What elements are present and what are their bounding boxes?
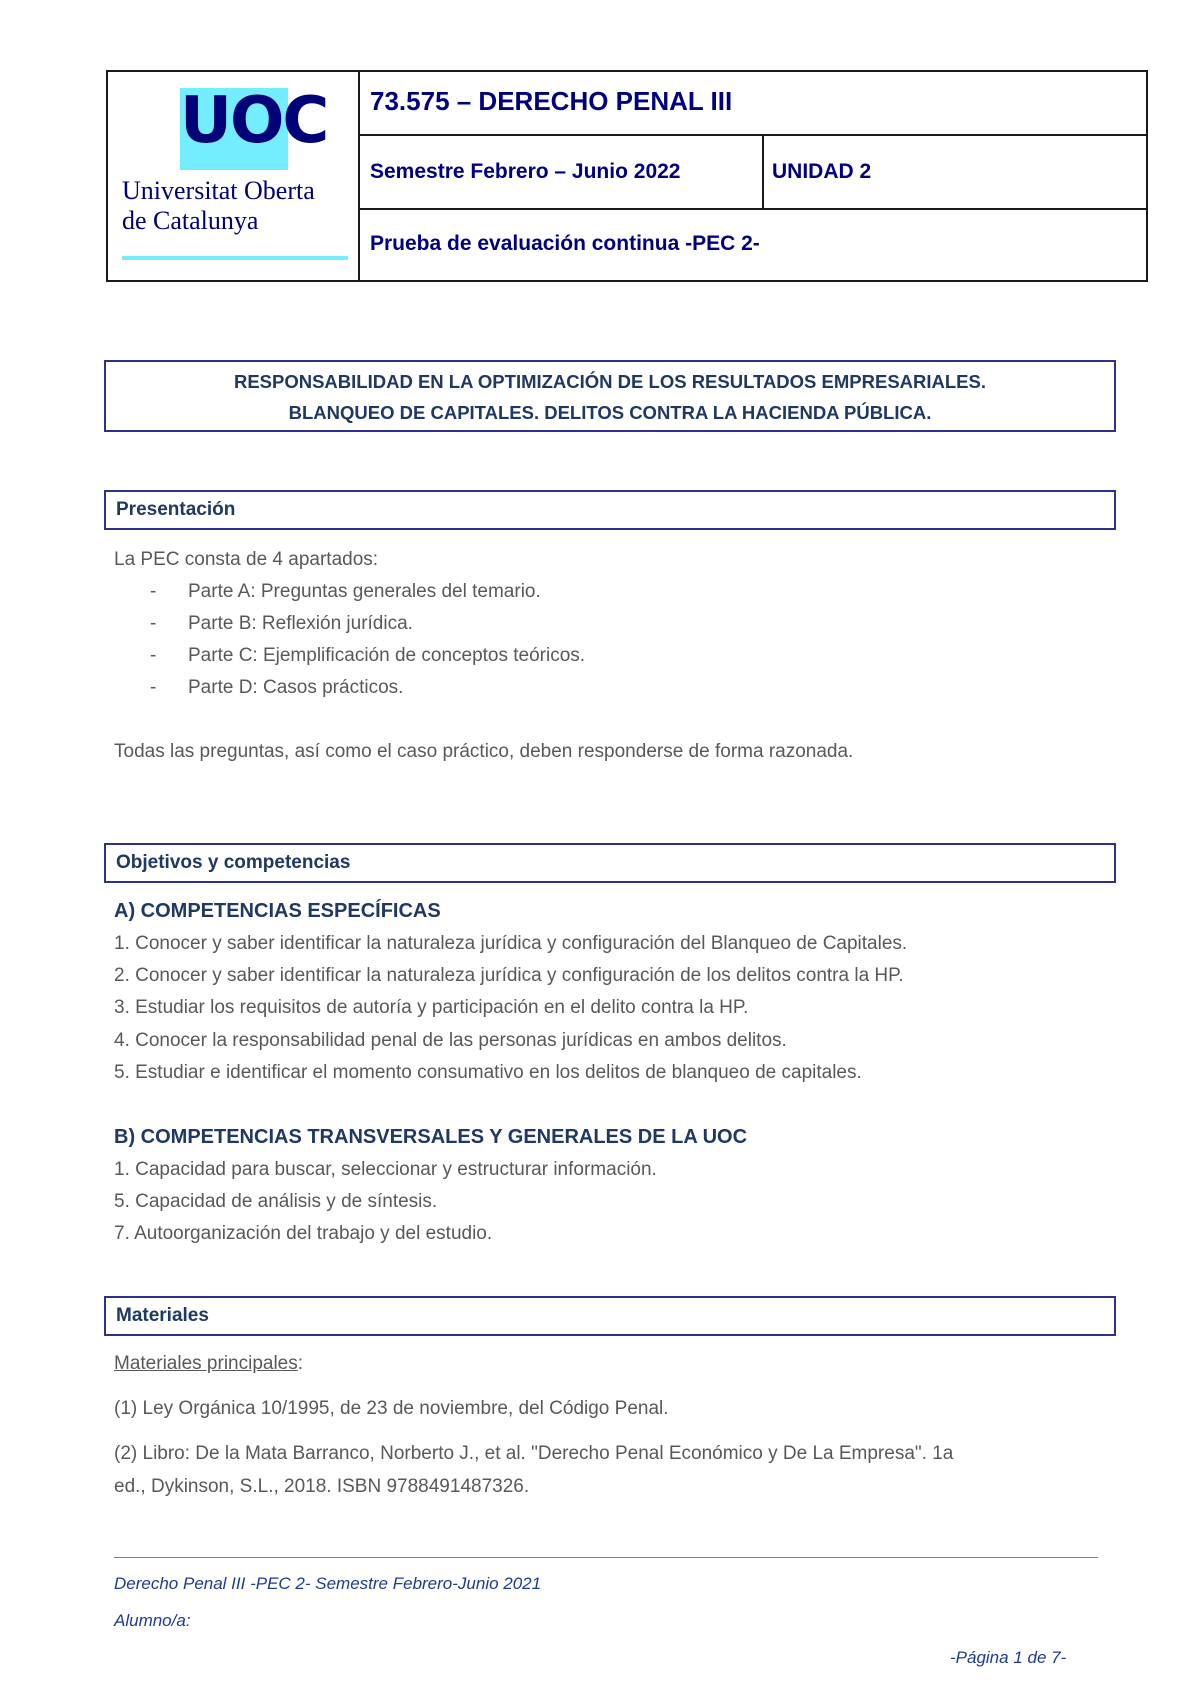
logo-text-line2: de Catalunya [122, 206, 259, 235]
objetivos-heading: Objetivos y competencias [104, 843, 1116, 883]
list-item: Parte A: Preguntas generales del temario. [188, 581, 541, 602]
list-item: Parte D: Casos prácticos. [188, 677, 404, 698]
presentacion-intro: La PEC consta de 4 apartados: [114, 549, 379, 570]
topic-line1: RESPONSABILIDAD EN LA OPTIMIZACIÓN DE LOS RESULTADOS EMPRESARIALES. [233, 371, 987, 392]
uoc-logo [108, 72, 360, 280]
material-item-1: (1) Ley Orgánica 10/1995, de 23 de noviembre, del Código Penal. [114, 1398, 669, 1419]
uoc-logo-mark [180, 84, 328, 170]
footer-course-line: Derecho Penal III -PEC 2- Semestre Febrero-Junio 2021 [114, 1574, 542, 1593]
presentacion-closing: Todas las preguntas, así como el caso práctico, deben responderse de forma razonada. [114, 741, 854, 762]
bullet-dash: - [150, 645, 157, 666]
list-item: 2. Conocer y saber identificar la naturaleza jurídica y configuración de los delitos contra la HP. [114, 965, 904, 986]
list-item: 1. Conocer y saber identificar la naturaleza jurídica y configuración del Blanqueo de Capitales. [114, 933, 908, 954]
topic-line2: BLANQUEO DE CAPITALES. DELITOS CONTRA LA HACIENDA PÚBLICA. [288, 402, 932, 423]
material-item-2-line1: (2) Libro: De la Mata Barranco, Norberto J., et al. "Derecho Penal Económico y De La Empresa". 1a [114, 1443, 954, 1464]
footer-page-number: -Página 1 de 7- [950, 1648, 1067, 1667]
list-item: 5. Capacidad de análisis y de síntesis. [114, 1191, 438, 1212]
competencias-especificas-title: A) COMPETENCIAS ESPECÍFICAS [114, 900, 441, 922]
list-item: 7. Autoorganización del trabajo y del estudio. [114, 1223, 493, 1244]
list-item: Parte B: Reflexión jurídica. [188, 613, 413, 634]
bullet-dash: - [150, 581, 157, 602]
evaluation-label: Prueba de evaluación continua -PEC 2- [370, 232, 760, 255]
header-divider-1 [360, 134, 1146, 136]
header-divider-3 [762, 134, 764, 210]
semester-label: Semestre Febrero – Junio 2022 [370, 160, 681, 183]
course-title: 73.575 – DERECHO PENAL III [370, 86, 733, 116]
materiales-heading: Materiales [104, 1296, 1116, 1336]
list-item: 3. Estudiar los requisitos de autoría y participación en el delito contra la HP. [114, 997, 749, 1018]
list-item: 4. Conocer la responsabilidad penal de las personas jurídicas en ambos delitos. [114, 1030, 787, 1051]
unit-label: UNIDAD 2 [772, 160, 872, 183]
logo-text-line1: Universitat Oberta [122, 176, 315, 205]
materiales-principales-colon: : [297, 1353, 304, 1374]
competencias-transversales-title: B) COMPETENCIAS TRANSVERSALES Y GENERALES DE LA UOC [114, 1126, 748, 1148]
header-divider-2 [360, 208, 1146, 210]
uoc-logo-mark-text: UOC [180, 84, 328, 158]
list-item: Parte C: Ejemplificación de conceptos teóricos. [188, 645, 586, 666]
footer-rule [114, 1557, 1098, 1558]
header-table [106, 70, 1148, 282]
material-item-2-line2: ed., Dykinson, S.L., 2018. ISBN 9788491487326. [114, 1476, 530, 1497]
logo-underline [122, 256, 348, 260]
presentacion-heading: Presentación [104, 490, 1116, 530]
bullet-dash: - [150, 677, 157, 698]
materiales-principales [114, 1353, 303, 1375]
materiales-principales-label: Materiales principales [114, 1353, 298, 1374]
bullet-dash: - [150, 613, 157, 634]
list-item: 1. Capacidad para buscar, seleccionar y estructurar información. [114, 1159, 657, 1180]
footer-student-label: Alumno/a: [114, 1611, 191, 1630]
list-item: 5. Estudiar e identificar el momento consumativo en los delitos de blanqueo de capitales. [114, 1062, 862, 1083]
topic-box [104, 360, 1116, 432]
